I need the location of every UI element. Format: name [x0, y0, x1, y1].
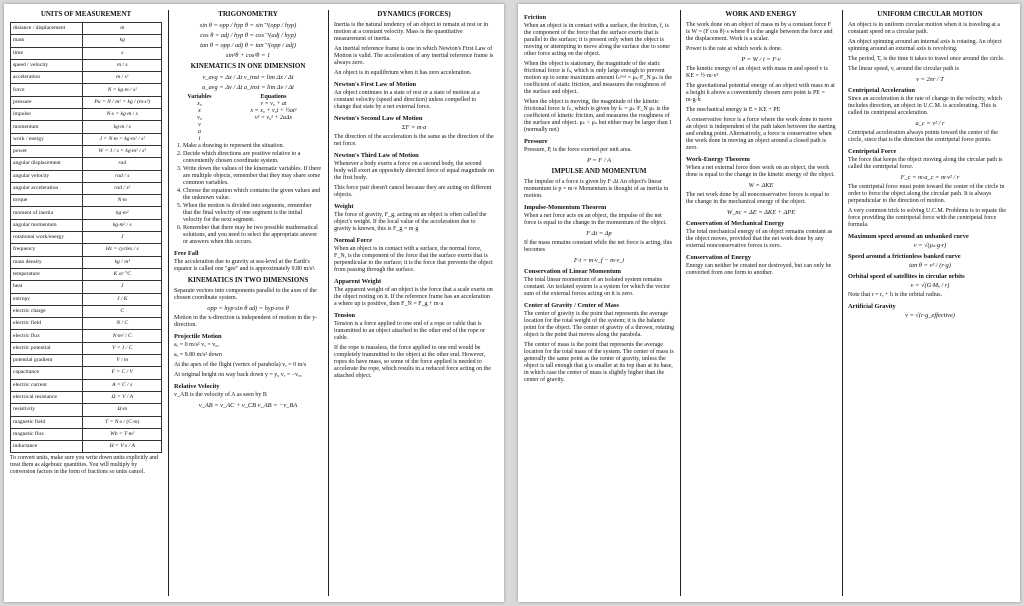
units-title: UNITS OF MEASUREMENT: [40, 10, 132, 18]
variable-cell: v: [198, 122, 201, 128]
freefall-text: The acceleration due to gravity at sea-level at the Earth's equator is called one "gee" and is approximately 9.80 m/s².: [174, 259, 316, 272]
unit-cell: A = C / s: [83, 379, 162, 391]
unit-cell: W = J / s = kg·m² / s³: [83, 145, 162, 157]
satellite-eq: v = √(G·Mₑ / r): [910, 282, 950, 289]
quantity-cell: electric charge: [11, 305, 83, 317]
quantity-cell: frequency: [11, 244, 83, 256]
quantity-cell: angular displacement: [11, 158, 83, 170]
momentum-conservation-text: The total linear momentum of an isolated system remains constant. An isolated system is a system for which the vector sum of the external forces acting on it is zero.: [524, 277, 671, 297]
unbanked-curve-eq: v = √(μₛ·g·r): [913, 242, 947, 249]
quantity-cell: acceleration: [11, 72, 83, 84]
units-row: [11, 293, 162, 305]
unit-cell: N·m: [83, 195, 162, 207]
units-row: [11, 72, 162, 84]
pressure-title: Pressure: [524, 138, 548, 145]
impulse-theorem-text-2: If the mass remains constant while the net force is acting, this becomes: [524, 240, 672, 253]
kin1-title: KINEMATICS IN ONE DIMENSION: [190, 62, 306, 70]
freefall-title: Free Fall: [174, 250, 199, 257]
unit-cell: Hz = cycles / s: [83, 244, 162, 256]
quantity-cell: inductance: [11, 441, 83, 453]
kinematics-step: 5. When the motion is divided into segments, remember that the final velocity of one segment is the initial velocity for the next segment.: [183, 203, 322, 224]
centripetal-force-eq: F_c = m·a_c = m·v² / r: [900, 174, 960, 181]
quantity-cell: angular momentum: [11, 219, 83, 231]
quantity-cell: electrical resistance: [11, 391, 83, 403]
unit-cell: N = kg·m / s²: [83, 84, 162, 96]
quantity-cell: pressure: [11, 96, 83, 108]
units-row: [11, 109, 162, 121]
variables-row: [174, 115, 322, 122]
relvel-text: v_AB is the velocity of A as seen by B: [174, 392, 267, 398]
equilibrium-text: An object is in equilibrium when it has zero acceleration.: [334, 70, 472, 76]
inertia-text: Inertia is the natural tendency of an object to remain at rest or in motion at a constant velocity. Mass is the quantitative measurement of inertia.: [334, 22, 489, 42]
kin2-title: KINEMATICS IN TWO DIMENSIONS: [187, 276, 309, 284]
first-law-title: Newton's First Law of Motion: [334, 81, 417, 88]
linear-speed-text: The linear speed, v, around the circular path is: [848, 66, 959, 72]
equation-cell: [225, 122, 322, 129]
variables-row: [174, 129, 322, 136]
quantity-cell: impulse: [11, 109, 83, 121]
units-row: [11, 391, 162, 403]
impulse-theorem-eq-2: F·t = m·v_f − m·v_i: [573, 257, 625, 264]
units-row: [11, 182, 162, 194]
units-table: [10, 22, 162, 453]
tension-text: Tension is a force applied to one end of a rope or cable that is transmitted to an object attached to the other end of the rope or cable.: [334, 321, 485, 341]
unit-cell: kg·m / s: [83, 121, 162, 133]
unit-cell: kg: [83, 35, 162, 47]
units-footer: To convert units, make sure you write down units explicitly and treat them as algebraic quantities. You will multiply by conversion factors in the form of fractions so units cancel.: [10, 455, 158, 475]
units-row: [11, 441, 162, 453]
units-row: [11, 195, 162, 207]
trig-kinematics-column: [174, 10, 322, 598]
friction-impulse-column: [524, 10, 674, 598]
centripetal-force-text: The force that keeps the object moving along the circular path is called the centripetal force.: [848, 157, 1003, 170]
quantity-cell: force: [11, 84, 83, 96]
unit-cell: m / s²: [83, 72, 162, 84]
third-law-text: Whenever a body exerts a force on a second body, the second body will exert an oppositely directed force of equal magnitude on the first body.: [334, 161, 494, 181]
banked-curve-title: Speed around a frictionless banked curve: [848, 253, 961, 260]
unit-cell: J: [83, 281, 162, 293]
equation-cell: v = v₀ + at: [260, 101, 287, 107]
quantity-cell: capacitance: [11, 367, 83, 379]
unit-cell: kg·m² / s: [83, 219, 162, 231]
work-energy-theorem-title: Work-Energy Theorem: [686, 156, 750, 163]
quantity-cell: mass density: [11, 256, 83, 268]
unit-cell: V / m: [83, 355, 162, 367]
quantity-cell: temperature: [11, 268, 83, 280]
units-row: [11, 244, 162, 256]
apparent-weight-text: The apparent weight of an object is the force that a scale exerts on the object resting on it. If the reference frame has an acceleration a where up is positive, then F_N = F_g + m·a: [334, 287, 493, 307]
quantity-cell: electric flux: [11, 330, 83, 342]
unit-cell: m: [83, 23, 162, 35]
third-law-text-2: This force pair doesn't cancel because they are acting on different objects.: [334, 185, 492, 198]
unit-cell: N·m² / C: [83, 330, 162, 342]
centripetal-acceleration-eq: a_c = v² / r: [915, 120, 945, 127]
second-law-title: Newton's Second Law of Motion: [334, 115, 423, 122]
satellite-note: Note that r = rₑ + h is the orbital radius.: [848, 292, 943, 298]
quantity-cell: time: [11, 47, 83, 59]
variable-cell: x: [198, 108, 201, 114]
mechanical-energy-conservation-text: The total mechanical energy of an object remains constant as the object moves, provided that the net work done by any external nonconservative forces is zero.: [686, 229, 833, 249]
quantity-cell: power: [11, 145, 83, 157]
kin1-eq-2: a_avg = Δv / Δt a_inst = lim Δv / Δt: [202, 84, 294, 91]
mechanical-energy-conservation-title: Conservation of Mechanical Energy: [686, 220, 785, 227]
units-row: [11, 133, 162, 145]
variables-row: [174, 122, 322, 129]
equation-cell: [225, 129, 322, 136]
work-energy-theorem-eq-2: W_nc = ΔE = ΔKE + ΔPE: [726, 209, 796, 216]
units-row: [11, 416, 162, 428]
variable-cell: a: [197, 129, 201, 135]
trig-title: TRIGONOMETRY: [218, 10, 278, 18]
quantity-cell: magnetic flux: [11, 428, 83, 440]
unit-cell: N·s = kg·m / s: [83, 109, 162, 121]
satellite-title: Orbital speed of satellites in circular orbits: [848, 273, 965, 280]
equation-cell: [225, 136, 322, 143]
variables-row: [174, 108, 322, 115]
static-friction-text: When the object is stationary, the magnitude of the static frictional force is fₛ, which is only large enough to prevent motion up to some maximum amount fₛᵐᵃˣ = μₛ·F_N μₛ is the coefficient of static friction, and measures the roughness of the surface and object.: [524, 61, 672, 95]
quantity-cell: angular acceleration: [11, 182, 83, 194]
units-row: [11, 59, 162, 71]
circular-motion-column: [848, 10, 1012, 598]
quantity-cell: electric field: [11, 318, 83, 330]
units-row: [11, 232, 162, 244]
impulse-text: The impulse of a force is given by F·Δt An object's linear momentum is p = m·v Momentum is thought of as inertia in motion.: [524, 179, 669, 199]
impulse-theorem-eq: F·Δt = Δp: [586, 230, 612, 237]
unit-cell: rad / s: [83, 170, 162, 182]
quantity-cell: work / energy: [11, 133, 83, 145]
variable-cell: t: [198, 136, 201, 142]
first-law-text: An object continues in a state of rest or a state of motion at a constant velocity (speed and direction) unless compelled to change that state by a net external force.: [334, 90, 480, 110]
units-row: [11, 330, 162, 342]
tension-text-2: If the rope is massless, the force applied to one end would be completely transmitted to the object at the other end. However, ropes do have mass, so some of the force applied is needed to accelerate the rope, which results in a reduced force acting on the attached object.: [334, 345, 491, 379]
impulse-theorem-text: When a net force acts on an object, the impulse of the net force is equal to the change in the momentum of the object.: [524, 213, 667, 226]
unit-cell: Pa = N / m² = kg / (m·s²): [83, 96, 162, 108]
kinetic-energy-text: The kinetic energy of an object with mass m and speed v is KE = ½·m·v²: [686, 66, 828, 79]
center-of-gravity-text: The center of gravity is the point that represents the average location for the total weight of the system; it is the balance point for the object. The center of gravity of a thrown, rotating object is the point that moves along the parabola.: [524, 311, 674, 338]
power-eq: P = W / t = F·v: [741, 56, 781, 63]
dynamics-title: DYNAMICS (FORCES): [377, 10, 451, 18]
ucm-title: UNIFORM CIRCULAR MOTION: [877, 10, 983, 18]
trig-eq-1: sin θ = opp / hyp θ = sin⁻¹(opp / hyp): [199, 22, 297, 29]
centripetal-force-title: Centripetal Force: [848, 148, 897, 155]
kinematics-step: 6. Remember that there may be two possible mathematical solutions, and you need to select the appropriate answer or answers when this occurs.: [183, 225, 322, 246]
centripetal-force-text-3: A very common trick to solving U.C.M. Problems is to equate the force providing the centripetal force with the centripetal force formula.: [848, 208, 1006, 228]
quantity-cell: resistivity: [11, 404, 83, 416]
units-row: [11, 23, 162, 35]
column-divider: [680, 10, 681, 596]
linear-speed-eq: v = 2πr / T: [916, 76, 944, 83]
weight-text: The force of gravity, F_g, acting on an object is often called the object's weight. If the local value of the acceleration due to gravity is known, this is F_g = m·g: [334, 212, 487, 232]
units-row: [11, 379, 162, 391]
projectile-title: Projectile Motion: [174, 333, 222, 340]
inertial-frame-text: An inertial reference frame is one in which Newton's First Law of Motion is valid. The acceleration of any inertial reference frame is always zero.: [334, 46, 494, 66]
quantity-cell: angular velocity: [11, 170, 83, 182]
right-page: [518, 4, 1020, 602]
unbanked-curve-title: Maximum speed around an unbanked curve: [848, 233, 969, 240]
unit-cell: kg·m²: [83, 207, 162, 219]
quantity-cell: torque: [11, 195, 83, 207]
variables-header-cell: Equations: [260, 94, 287, 100]
kinematics-step: 4. Choose the equation which contains the given values and the unknown value.: [183, 188, 322, 202]
variable-cell: x₀: [197, 101, 202, 107]
quantity-cell: mass: [11, 35, 83, 47]
center-of-mass-text: The center of mass is the point that represents the average location for the total mass of the system. The center of mass is generally the same point as the center of gravity, unless the object is tall enough that g is smaller at its top than at its base, in which case the center of mass is slightly higher than the center of gravity.: [524, 342, 674, 383]
normal-force-text: When an object is in contact with a surface, the normal force, F_N, is the component of the force that the surface exerts that is perpendicular to the surface; it is the force that prevents the object from passing through the surface.: [334, 246, 493, 273]
kin2-text-2: Motion in the x-direction is independent of motion in the y-direction.: [174, 315, 318, 328]
projectile-line-2: aᵧ = 9.80 m/s² down: [174, 352, 222, 358]
kinematics-steps-list: [174, 143, 322, 246]
normal-force-title: Normal Force: [334, 237, 373, 244]
pressure-eq: P = F / A: [587, 157, 611, 164]
centripetal-force-text-2: The centripetal force must point toward the center of the circle in order to force the object along the circular path. It is always perpendicular to the direction of motion.: [848, 184, 1005, 204]
mechanical-energy-text: The mechanical energy is E = KE + PE: [686, 107, 781, 113]
units-row: [11, 96, 162, 108]
units-row: [11, 35, 162, 47]
unit-cell: s: [83, 47, 162, 59]
kinematic-variables-table: [174, 94, 322, 143]
equation-cell: v² = v₀² + 2aΔx: [254, 115, 293, 121]
friction-text: When an object is in contact with a surface, the friction, f, is the component of the force that the surface exerts that is parallel to the surface; it is present only when the object is moving or attempting to move along the surface due to some other force acting on the object.: [524, 23, 670, 57]
units-column: [10, 10, 162, 598]
kinematics-step: 1. Make a drawing to represent the situation.: [183, 143, 322, 150]
units-row: [11, 268, 162, 280]
artificial-gravity-title: Artificial Gravity: [848, 303, 896, 310]
units-row: [11, 47, 162, 59]
unit-cell: kg / m³: [83, 256, 162, 268]
unit-cell: m / s: [83, 59, 162, 71]
work-energy-theorem-text: When a net external force does work on an object, the work done is equal to the change in the kinetic energy of the object.: [686, 165, 835, 178]
equation-cell: x = x₀ + v₀t + ½at²: [250, 108, 297, 114]
pressure-text: Pressure, P, is the force exerted per unit area.: [524, 147, 632, 153]
work-energy-theorem-text-2: The net work done by all nonconservative forces is equal to the change in the mechanical energy of the object.: [686, 192, 830, 205]
left-page: [4, 4, 504, 602]
impulse-title: IMPULSE AND MOMENTUM: [551, 167, 647, 175]
second-law-text: The direction of the acceleration is the same as the direction of the net force.: [334, 134, 494, 147]
units-row: [11, 318, 162, 330]
units-row: [11, 428, 162, 440]
quantity-cell: potential gradient: [11, 355, 83, 367]
apparent-weight-title: Apparent Weight: [334, 278, 382, 285]
second-law-eq: ΣF = m·a: [401, 124, 427, 131]
artificial-gravity-eq: v = √(r·g_effective): [905, 312, 955, 319]
quantity-cell: rotational work/energy: [11, 232, 83, 244]
ucm-text: An object is in uniform circular motion when it is traveling at a constant speed on a circular path.: [848, 22, 1000, 35]
units-row: [11, 158, 162, 170]
rotating-text: An object spinning around an internal axis is rotating. An object spinning around an external axis is revolving.: [848, 39, 1002, 52]
unit-cell: T = N·s / (C·m): [83, 416, 162, 428]
weight-title: Weight: [334, 203, 354, 210]
units-row: [11, 207, 162, 219]
kinetic-friction-text: When the object is moving, the magnitude of the kinetic frictional force is fₖ, which is given by fₖ = μₖ·F_N μₖ is the coefficient of kinetic friction, and measures the roughness of the surface and object. μₖ < μₛ but either may be larger than 1 (normally not): [524, 99, 673, 133]
relvel-eq: v_AB = v_AC + v_CB v_AB = −v_BA: [198, 402, 298, 409]
unit-cell: Ω·m: [83, 404, 162, 416]
unit-cell: J = N·m = kg·m² / s²: [83, 133, 162, 145]
energy-conservation-text: Energy can neither be created nor destroyed, but can only be converted from one form to another.: [686, 263, 832, 276]
units-row: [11, 342, 162, 354]
trig-eq-2: cos θ = adj / hyp θ = cos⁻¹(adj / hyp): [200, 32, 296, 39]
quantity-cell: entropy: [11, 293, 83, 305]
kin2-text: Separate vectors into components parallel to the axes of the chosen coordinate system.: [174, 288, 317, 301]
period-text: The period, T, is the time it takes to travel once around the circle.: [848, 56, 1005, 62]
unit-cell: K or °C: [83, 268, 162, 280]
unit-cell: C: [83, 305, 162, 317]
quantity-cell: momentum: [11, 121, 83, 133]
third-law-title: Newton's Third Law of Motion: [334, 152, 419, 159]
unit-cell: rad / s²: [83, 182, 162, 194]
column-divider: [328, 10, 329, 596]
trig-eq-3: tan θ = opp / adj θ = tan⁻¹(opp / adj): [200, 42, 296, 49]
variables-header-row: [174, 94, 322, 101]
column-divider: [168, 10, 169, 596]
momentum-conservation-title: Conservation of Linear Momentum: [524, 268, 621, 275]
projectile-line-1: aᵧ = 0 m/s² vₓ = v₀ₓ: [174, 342, 220, 348]
variables-row: [174, 136, 322, 143]
impulse-theorem-title: Impulse-Momentum Theorem: [524, 204, 607, 211]
projectile-line-4: At original height on way back down y = y₀ vᵧ = −v₀ᵧ: [174, 372, 302, 378]
units-row: [11, 256, 162, 268]
unit-cell: J / K: [83, 293, 162, 305]
units-row: [11, 145, 162, 157]
variables-row: [174, 101, 322, 108]
center-of-gravity-title: Center of Gravity / Center of Mass: [524, 302, 619, 309]
units-row: [11, 355, 162, 367]
quantity-cell: magnetic field: [11, 416, 83, 428]
unit-cell: Wb = T·m²: [83, 428, 162, 440]
units-row: [11, 281, 162, 293]
quantity-cell: speed / velocity: [11, 59, 83, 71]
unit-cell: N / C: [83, 318, 162, 330]
quantity-cell: heat: [11, 281, 83, 293]
relvel-title: Relative Velocity: [174, 383, 220, 390]
kinematics-step: 2. Decide which directions are positive relative to a conveniently chosen coordinate system.: [183, 151, 322, 165]
conservative-force-text: A conservative force is a force where the work done to move an object is independent of the path taken between the starting and ending point. Alternatively, a force is conservative when the work done in moving an object around a closed path is zero.: [686, 117, 836, 151]
work-title: WORK AND ENERGY: [725, 10, 797, 18]
units-row: [11, 404, 162, 416]
variables-header-cell: Variables: [187, 94, 212, 100]
units-row: [11, 84, 162, 96]
projectile-line-3: At the apex of the flight (vertex of parabola) vᵧ = 0 m/s: [174, 362, 307, 368]
unit-cell: rad: [83, 158, 162, 170]
units-row: [11, 170, 162, 182]
unit-cell: V = J / C: [83, 342, 162, 354]
potential-energy-text: The gravitational potential energy of an object with mass m at a height h above a conveniently chosen zero point is PE = m·g·h: [686, 83, 835, 103]
friction-title: Friction: [524, 14, 547, 21]
kin2-eq: opp = hyp·sin θ adj = hyp·cos θ: [207, 305, 289, 312]
units-row: [11, 121, 162, 133]
quantity-cell: electric potential: [11, 342, 83, 354]
trig-eq-4: sin²θ + cos²θ = 1: [225, 52, 271, 59]
unit-cell: J: [83, 232, 162, 244]
kin1-eq-1: v_avg = Δx / Δt v_inst = lim Δx / Δt: [202, 74, 294, 81]
centripetal-acceleration-text-2: Centripetal acceleration always points toward the center of the circle, since that is the direction the centripetal force points.: [848, 130, 998, 143]
units-row: [11, 219, 162, 231]
quantity-cell: moment of inertia: [11, 207, 83, 219]
variable-cell: v₀: [197, 115, 202, 121]
dynamics-column: [334, 10, 494, 598]
unit-cell: Ω = V / A: [83, 391, 162, 403]
work-text: The work done on an object of mass m by a constant force F is W = (F cos θ)·s where θ is the angle between the force and the displacement. Work is a scalar.: [686, 22, 833, 42]
work-energy-column: [686, 10, 836, 598]
unit-cell: H = V·s / A: [83, 441, 162, 453]
column-divider: [842, 10, 843, 596]
tension-title: Tension: [334, 312, 356, 319]
centripetal-acceleration-title: Centripetal Acceleration: [848, 87, 915, 94]
work-energy-theorem-eq: W = ΔKE: [748, 182, 774, 189]
units-row: [11, 367, 162, 379]
energy-conservation-title: Conservation of Energy: [686, 254, 751, 261]
banked-curve-eq: tan θ = v² / (r·g): [909, 262, 951, 269]
units-row: [11, 305, 162, 317]
quantity-cell: electric current: [11, 379, 83, 391]
centripetal-acceleration-text: Since an acceleration is the rate of change in the velocity, which includes direction, an object in U.C.M. is accelerating. This is called its centripetal acceleration.: [848, 96, 1002, 116]
power-text: Power is the rate at which work is done.: [686, 46, 783, 52]
quantity-cell: distance / displacement: [11, 23, 83, 35]
kinematics-step: 3. Write down the values of the kinematic variables. If there are multiple objects, remember that they may share some common variables.: [183, 166, 322, 187]
unit-cell: F = C / V: [83, 367, 162, 379]
